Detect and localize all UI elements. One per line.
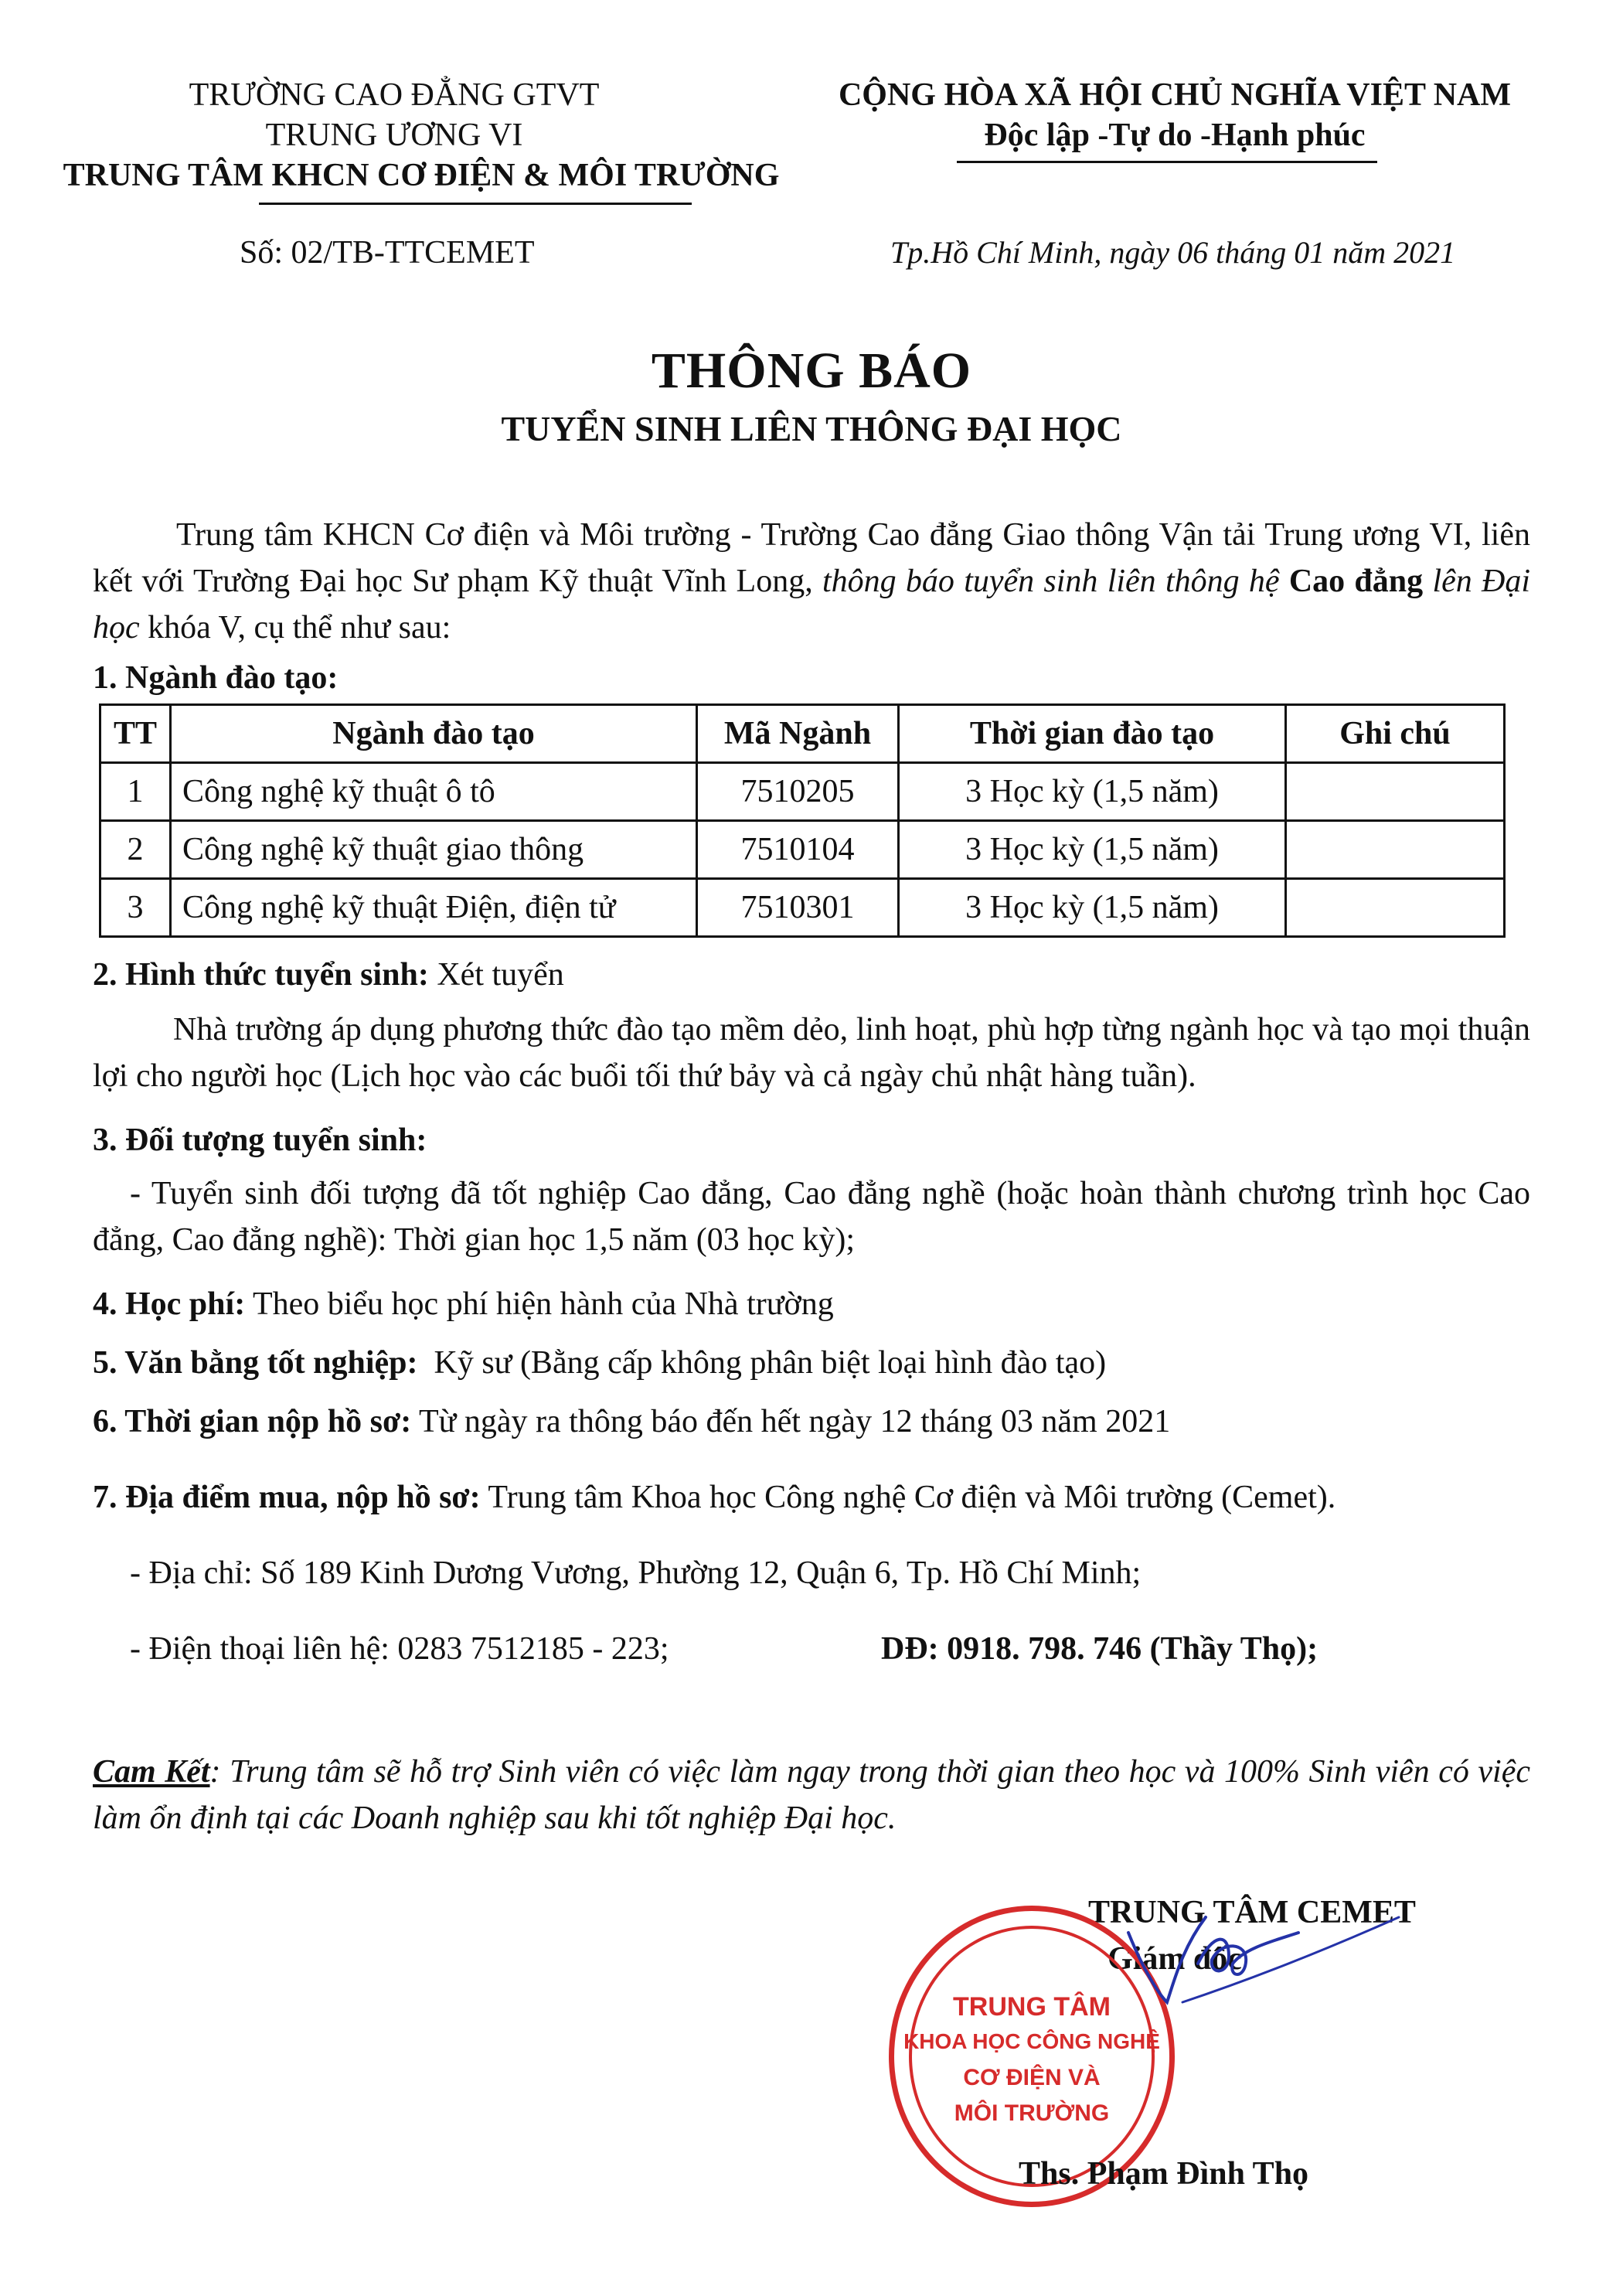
section-3-heading: 3. Đối tượng tuyển sinh: [93,1122,427,1158]
section-1-heading: 1. Ngành đào tạo: [93,660,339,696]
section-7-line [93,1477,1335,1518]
section-4-line [93,1283,834,1325]
table-cell-tt: 3 [100,879,171,937]
stamp-line-3: CƠ ĐIỆN VÀ [963,2065,1101,2090]
intro-paragraph [93,512,1530,651]
section-6-heading: 6. Thời gian nộp hồ sơ: [93,1404,412,1439]
table-cell-note [1286,763,1505,821]
stamp-line-4: MÔI TRƯỜNG [954,2100,1110,2126]
table-cell-program: Công nghệ kỹ thuật giao thông [171,821,697,879]
table-cell-note [1286,821,1505,879]
table-header-duration: Thời gian đào tạo [899,705,1286,763]
intro-text-1: Trung tâm KHCN Cơ điện và Môi trường - Trường Cao đẳng Giao thông Vận tải Trung ương VI, liên kết với Trường Đại học Sư phạm Kỹ thuật Vĩnh Long, [93,517,1530,599]
contact-mobile: DĐ: 0918. 798. 746 (Thầy Thọ); [881,1631,1318,1667]
intro-text-3: Cao đẳng [1288,564,1424,599]
commitment-label: Cam Kết [93,1754,210,1790]
intro-text-4: lên Đại học [93,564,1531,646]
table-row [100,821,1505,879]
header-school-level: TRUNG ƯƠNG VI [265,118,523,153]
contact-address: - Địa chỉ: Số 189 Kinh Dương Vương, Phường 12, Quận 6, Tp. Hồ Chí Minh; [130,1555,1142,1591]
table-row [100,763,1505,821]
header-motto: Độc lập -Tự do -Hạnh phúc [984,118,1366,153]
table-cell-duration: 3 Học kỳ (1,5 năm) [899,821,1286,879]
section-5-line [93,1342,1106,1384]
table-cell-duration: 3 Học kỳ (1,5 năm) [899,763,1286,821]
contact-phone: - Điện thoại liên hệ: 0283 7512185 - 223; [130,1631,669,1667]
signature-org: TRUNG TÂM CEMET [1088,1895,1416,1930]
section-5-heading: 5. Văn bằng tốt nghiệp: [93,1345,418,1381]
table-cell-program: Công nghệ kỹ thuật Điện, điện tử [171,879,697,937]
section-2-value: Xét tuyển [437,957,564,993]
table-row [100,879,1505,937]
table-header-code: Mã Ngành [697,705,899,763]
section-5-value: Kỹ sư (Bằng cấp không phân biệt loại hình đào tạo) [434,1345,1107,1381]
table-header-row [100,705,1505,763]
section-6-value: Từ ngày ra thông báo đến hết ngày 12 tháng 03 năm 2021 [418,1404,1171,1439]
header-country-name: CỘNG HÒA XÃ HỘI CHỦ NGHĨA VIỆT NAM [838,77,1512,113]
header-center-name: TRUNG TÂM KHCN CƠ ĐIỆN & MÔI TRƯỜNG [63,158,780,193]
stamp-line-2: KHOA HỌC CÔNG NGHỆ [903,2029,1160,2053]
signature-name: Ths. Phạm Đình Thọ [1019,2156,1309,2192]
table-header-note: Ghi chú [1286,705,1505,763]
section-7-value: Trung tâm Khoa học Công nghệ Cơ điện và Môi trường (Cemet). [488,1480,1336,1515]
signature-position: Giám đốc [1108,1941,1242,1977]
commitment-text: : Trung tâm sẽ hỗ trợ Sinh viên có việc làm ngay trong thời gian theo học và 100% Sinh viên có việc làm ổn định tại các Doanh nghiệp sau khi tốt nghiệp Đại học. [93,1754,1530,1836]
table-cell-program: Công nghệ kỹ thuật ô tô [171,763,697,821]
section-4-value: Theo biểu học phí hiện hành của Nhà trường [252,1286,834,1322]
table-header-tt: TT [100,705,171,763]
section-6-line [93,1401,1170,1443]
table-cell-tt: 1 [100,763,171,821]
table-cell-code: 7510301 [697,879,899,937]
stamp-line-1: TRUNG TÂM [953,1992,1111,2022]
handwritten-signature [1113,1886,1407,2010]
table-cell-code: 7510205 [697,763,899,821]
header-right-underline [957,161,1377,163]
section-2-heading: 2. Hình thức tuyển sinh: [93,957,429,993]
table-cell-duration: 3 Học kỳ (1,5 năm) [899,879,1286,937]
programs-table [99,703,1506,938]
commitment-paragraph [93,1749,1530,1841]
section-2-line [93,954,564,996]
header-school-name: TRƯỜNG CAO ĐẲNG GTVT [189,77,600,113]
intro-text-2: thông báo tuyển sinh liên thông hệ [822,564,1280,599]
document-date: Tp.Hồ Chí Minh, ngày 06 tháng 01 năm 2021 [890,235,1456,270]
page-subtitle: TUYỂN SINH LIÊN THÔNG ĐẠI HỌC [501,409,1122,448]
intro-text-5: khóa V, cụ thể như sau: [148,610,451,646]
section-2-body: Nhà trường áp dụng phương thức đào tạo mềm dẻo, linh hoạt, phù hợp từng ngành học và tạo mọi thuận lợi cho người học (Lịch học vào các buổi tối thứ bảy và cả ngày chủ nhật hàng tuần). [93,1012,1530,1094]
section-3-body: - Tuyển sinh đối tượng đã tốt nghiệp Cao đẳng, Cao đẳng nghề (hoặc hoàn thành chương trình học Cao đẳng, Cao đẳng nghề): Thời gian học 1,5 năm (03 học kỳ); [93,1176,1530,1258]
section-7-heading: 7. Địa điểm mua, nộp hồ sơ: [93,1480,481,1515]
table-cell-code: 7510104 [697,821,899,879]
section-4-heading: 4. Học phí: [93,1286,246,1322]
table-cell-note [1286,879,1505,937]
table-header-program: Ngành đào tạo [171,705,697,763]
header-left-underline [259,203,692,205]
table-cell-tt: 2 [100,821,171,879]
document-number: Số: 02/TB-TTCEMET [240,235,535,271]
page-title: THÔNG BÁO [651,342,972,399]
